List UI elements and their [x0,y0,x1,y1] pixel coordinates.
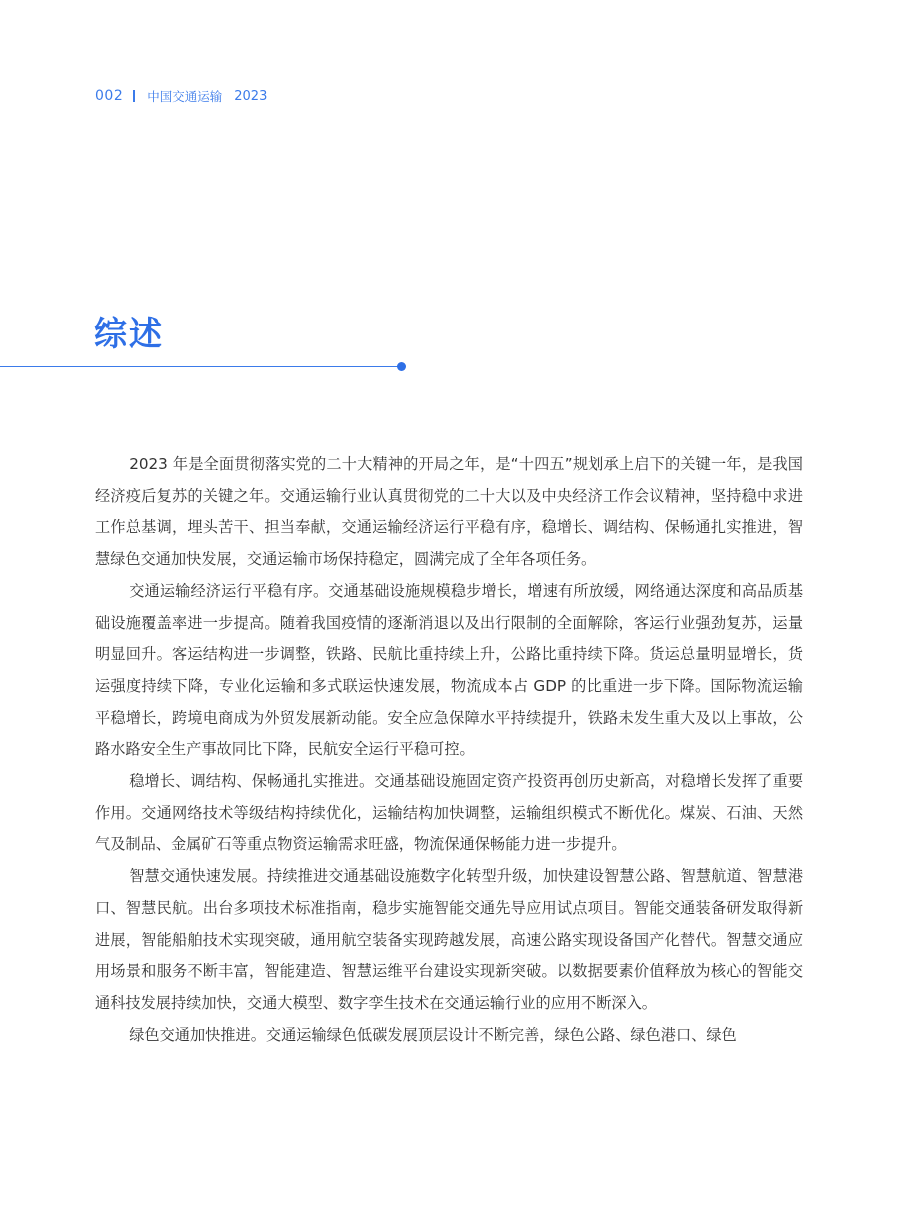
section-title: 综述 [94,314,164,353]
page-number: 002 [95,88,124,104]
title-divider-dot [397,362,406,371]
publication-title: 中国交通运输 [147,89,223,104]
paragraph-stable-growth: 稳增长、调结构、保畅通扎实推进。交通基础设施固定资产投资再创历史新高，对稳增长发挥了重要作用。交通网络技术等级结构持续优化，运输结构加快调整，运输组织模式不断优化。煤炭、石油、天然气及制品、金属矿石等重点物资运输需求旺盛，物流保通保畅能力进一步提升。 [95,772,803,854]
paragraph-smart-transport: 智慧交通快速发展。持续推进交通基础设施数字化转型升级，加快建设智慧公路、智慧航道、智慧港口、智慧民航。出台多项技术标准指南，稳步实施智能交通先导应用试点项目。智能交通装备研发取得新进展，智能船舶技术实现突破，通用航空装备实现跨越发展，高速公路实现设备国产化替代。智慧交通应用场景和服务不断丰富，智能建造、智慧运维平台建设实现新突破。以数据要素价值释放为核心的智能交通科技发展持续加快，交通大模型、数字孪生技术在交通运输行业的应用不断深入。 [95,867,803,1012]
paragraph-green-transport: 绿色交通加快推进。交通运输绿色低碳发展顶层设计不断完善，绿色公路、绿色港口、绿色 [129,1025,737,1044]
paragraph-intro: 2023 年是全面贯彻落实党的二十大精神的开局之年，是“十四五”规划承上启下的关键一年，是我国经济疫后复苏的关键之年。交通运输行业认真贯彻党的二十大以及中央经济工作会议精神，坚持稳中求进工作总基调，埋头苦干、担当奉献，交通运输经济运行平稳有序，稳增长、调结构、保畅通扎实推进，智慧绿色交通加快发展，交通运输市场保持稳定，圆满完成了全年各项任务。 [95,455,803,569]
body-text [95,449,803,1051]
header-separator [133,90,135,102]
paragraph-economic-operation: 交通运输经济运行平稳有序。交通基础设施规模稳步增长，增速有所放缓，网络通达深度和高品质基础设施覆盖率进一步提高。随着我国疫情的逐渐消退以及出行限制的全面解除，客运行业强劲复苏，运量明显回升。客运结构进一步调整，铁路、民航比重持续上升，公路比重持续下降。货运总量明显增长，货运强度持续下降，专业化运输和多式联运快速发展，物流成本占 GDP 的比重进一步下降。国际物流运输平稳增长，跨境电商成为外贸发展新动能。安全应急保障水平持续提升，铁路未发生重大及以上事故，公路水路安全生产事故同比下降，民航安全运行平稳可控。 [95,581,803,759]
running-header [95,86,267,106]
title-divider-line [0,366,400,367]
publication-year: 2023 [234,88,268,104]
